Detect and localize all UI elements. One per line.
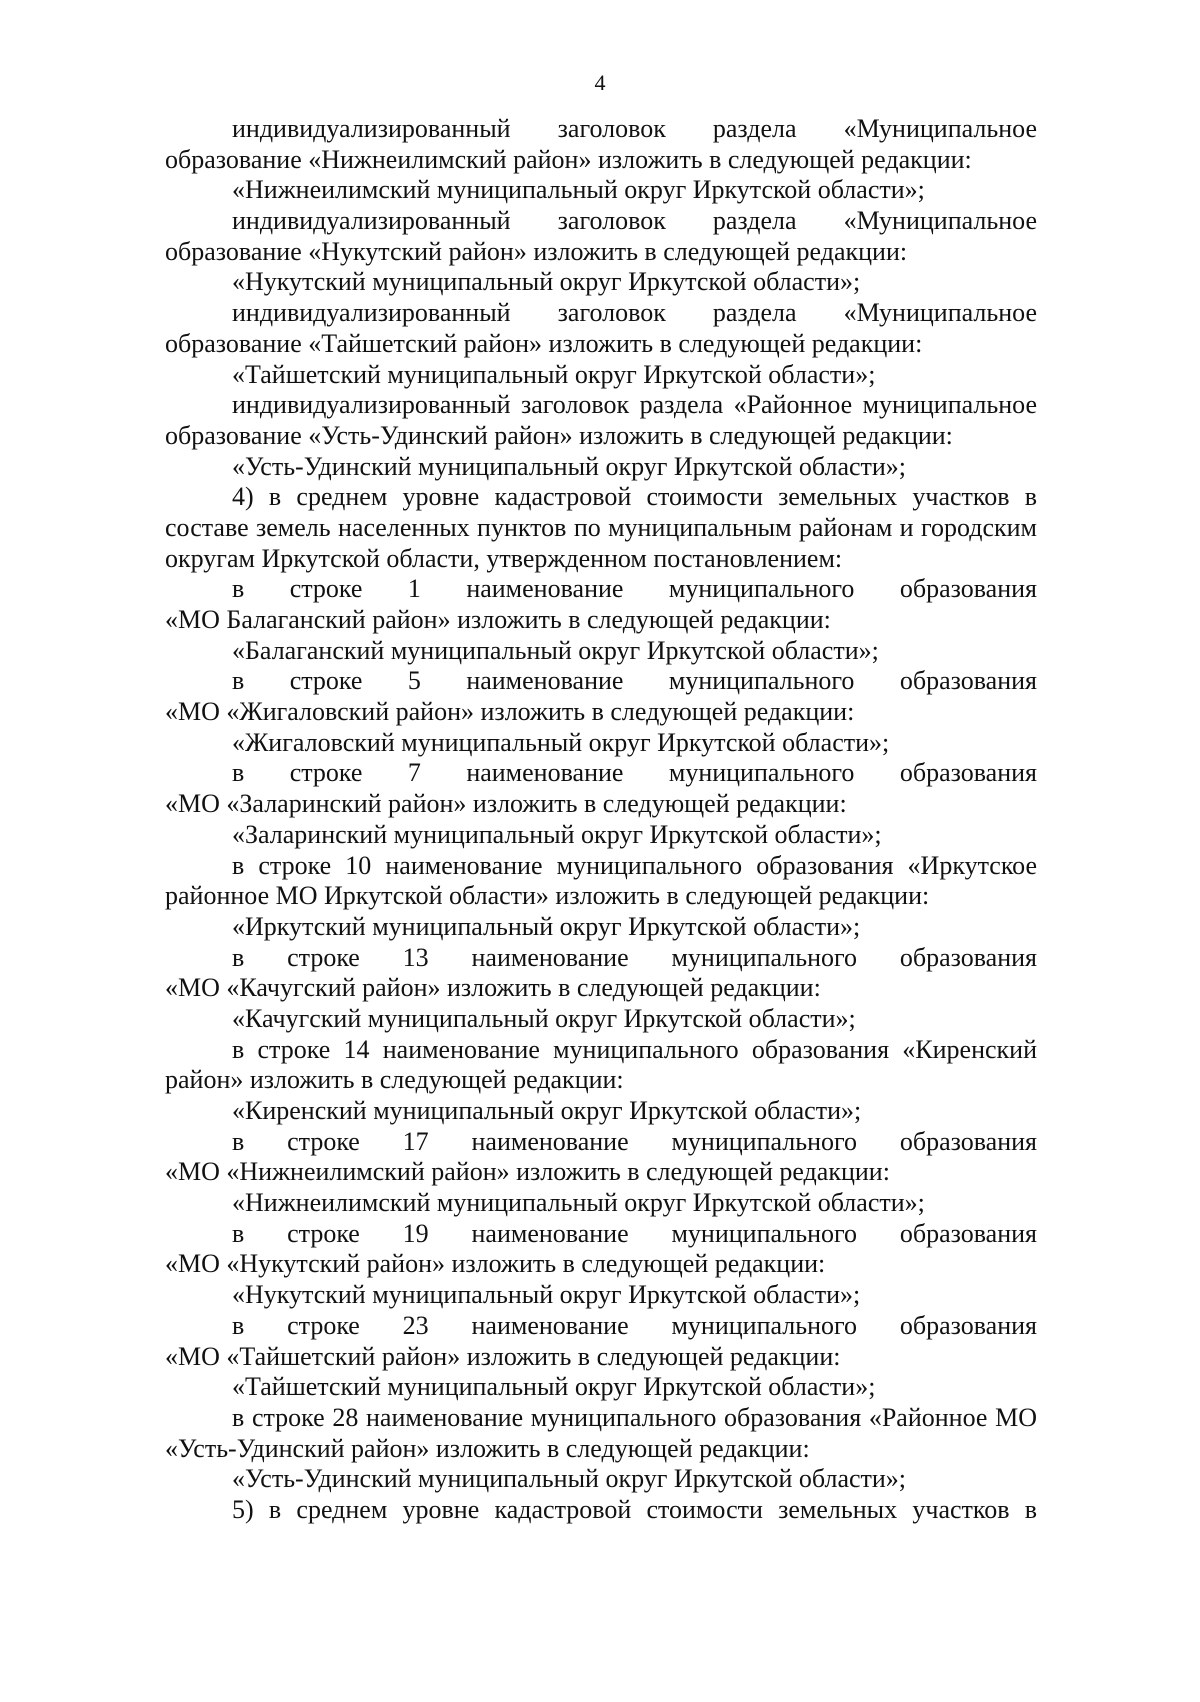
text-line: в строке 13 наименование муниципального образования — [232, 942, 1037, 972]
text-line: «Киренский муниципальный округ Иркутской области»; — [232, 1096, 862, 1125]
text-line: «Нукутский муниципальный округ Иркутской области»; — [232, 267, 861, 297]
text-line: «МО Балаганский район» изложить в следующей редакции: — [165, 605, 831, 634]
text-line: «МО «Нукутский район» изложить в следующей редакции: — [165, 1249, 826, 1279]
text-line: «Усть-Удинский район» изложить в следующей редакции: — [165, 1433, 810, 1463]
text-line: индивидуализированный заголовок раздела «Муниципальное — [232, 114, 1037, 143]
text-line: образование «Тайшетский район» изложить в следующей редакции: — [165, 328, 923, 358]
text-line: 4) в среднем уровне кадастровой стоимости земельных участков в — [232, 482, 1037, 512]
text-line: в строке 7 наименование муниципального образования — [232, 758, 1037, 788]
text-line: образование «Нукутский район» изложить в следующей редакции: — [165, 236, 908, 266]
text-line: «МО «Жигаловский район» изложить в следующей редакции: — [165, 697, 855, 727]
text-line: «Нижнеилимский муниципальный округ Иркутской области»; — [232, 1188, 925, 1218]
text-line: в строке 19 наименование муниципального образования — [232, 1218, 1037, 1248]
text-line: в строке 1 наименование муниципального образования — [232, 574, 1037, 604]
text-line: составе земель населенных пунктов по муниципальным районам и городским — [165, 512, 1037, 542]
text-line: «МО «Качугский район» изложить в следующей редакции: — [165, 973, 821, 1003]
text-line: «МО «Тайшетский район» изложить в следующей редакции: — [165, 1341, 841, 1371]
text-line: «Усть-Удинский муниципальный округ Иркутской области»; — [232, 1464, 907, 1494]
text-line: район» изложить в следующей редакции: — [165, 1065, 624, 1095]
text-line: образование «Усть-Удинский район» изложить в следующей редакции: — [165, 420, 953, 450]
text-line: «Нижнеилимский муниципальный округ Иркутской области»; — [232, 175, 925, 205]
text-line: в строке 17 наименование муниципального образования — [232, 1126, 1037, 1156]
text-line: в строке 28 наименование муниципального образования «Районное МО — [232, 1402, 1037, 1432]
text-line: «Заларинский муниципальный округ Иркутской области»; — [232, 819, 882, 849]
text-line: образование «Нижнеилимский район» изложить в следующей редакции: — [165, 144, 972, 174]
text-line: «Тайшетский муниципальный округ Иркутской области»; — [232, 359, 876, 389]
text-line: индивидуализированный заголовок раздела «Муниципальное — [232, 206, 1037, 236]
page-number: 4 — [594, 70, 606, 95]
text-line: районное МО Иркутской области» изложить в следующей редакции: — [165, 881, 930, 911]
text-line: индивидуализированный заголовок раздела «Районное муниципальное — [232, 390, 1037, 420]
text-line: «Иркутский муниципальный округ Иркутской области»; — [232, 911, 861, 941]
text-line: «Жигаловский муниципальный округ Иркутской области»; — [232, 727, 890, 757]
text-line: в строке 10 наименование муниципального образования «Иркутское — [232, 850, 1037, 880]
document-body — [165, 114, 1037, 1526]
text-line: в строке 5 наименование муниципального образования — [232, 666, 1037, 696]
text-line: округам Иркутской области, утвержденном постановлением: — [165, 543, 843, 573]
text-line: «Нукутский муниципальный округ Иркутской области»; — [232, 1280, 861, 1310]
text-line: индивидуализированный заголовок раздела «Муниципальное — [232, 298, 1037, 328]
text-line: «Усть-Удинский муниципальный округ Иркутской области»; — [232, 451, 907, 481]
text-line: «МО «Заларинский район» изложить в следующей редакции: — [165, 789, 847, 819]
text-line: в строке 23 наименование муниципального образования — [232, 1310, 1037, 1340]
text-line: в строке 14 наименование муниципального образования «Киренский — [232, 1034, 1037, 1064]
text-line: «Качугский муниципальный округ Иркутской области»; — [232, 1003, 856, 1033]
text-line: «Тайшетский муниципальный округ Иркутской области»; — [232, 1372, 876, 1402]
text-line: «Балаганский муниципальный округ Иркутской области»; — [232, 635, 879, 665]
text-line: 5) в среднем уровне кадастровой стоимости земельных участков в — [232, 1494, 1037, 1524]
text-line: «МО «Нижнеилимский район» изложить в следующей редакции: — [165, 1157, 890, 1187]
